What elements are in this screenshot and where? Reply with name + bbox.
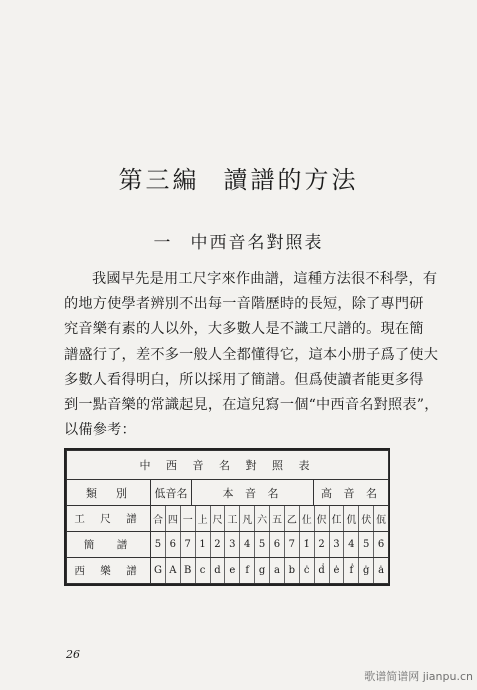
table-cell: 1̇ bbox=[300, 532, 315, 557]
table-cell: f bbox=[240, 558, 255, 583]
row-cells bbox=[151, 532, 389, 558]
header-low: 低音名 bbox=[151, 480, 192, 506]
table-cell: 上 bbox=[196, 506, 211, 531]
table-cell: 2 bbox=[211, 532, 226, 557]
table-row bbox=[67, 532, 389, 558]
paragraph-line: 以備參考： bbox=[64, 422, 136, 439]
table-cell: 凡 bbox=[240, 506, 255, 531]
table-cell: a bbox=[270, 558, 285, 583]
table-cell: 6 bbox=[166, 532, 181, 557]
table-cell: 4 bbox=[240, 532, 255, 557]
table-row bbox=[67, 558, 389, 584]
chapter-name: 讀譜的方法 bbox=[223, 166, 359, 194]
table-cell: ḟ bbox=[344, 558, 359, 583]
table-cell: 5̇ bbox=[359, 532, 374, 557]
row-cells bbox=[151, 558, 389, 584]
table-cell: ḋ bbox=[315, 558, 330, 583]
table-cell: 佤 bbox=[376, 515, 387, 527]
header-high: 高 音 名 bbox=[314, 480, 389, 506]
table-cell: d bbox=[211, 558, 226, 583]
table-cell: 3 bbox=[225, 532, 240, 557]
table-cell: G bbox=[151, 558, 166, 583]
chapter-number: 第三編 bbox=[118, 166, 200, 194]
row-cells bbox=[151, 506, 389, 532]
table-cell: 7 bbox=[285, 532, 300, 557]
paragraph-line: 多數人看得明白，所以採用了簡譜。但爲使讀者能更多得 bbox=[64, 371, 424, 388]
table-cell: 3̇ bbox=[330, 532, 345, 557]
note-name-table bbox=[64, 448, 390, 586]
section-title bbox=[0, 228, 477, 253]
row-label: 簡 譜 bbox=[67, 532, 151, 558]
table-cell: 仜 bbox=[330, 506, 345, 531]
table-row bbox=[67, 506, 389, 532]
table-cell: 仩 bbox=[300, 506, 315, 531]
paragraph-line: 譜盛行了，差不多一般人全都懂得它，這本小册子爲了使大 bbox=[64, 346, 439, 363]
chapter-title bbox=[0, 160, 477, 195]
header-category: 類 別 bbox=[67, 480, 151, 506]
comparison-table bbox=[66, 450, 389, 584]
table-cell: 6 bbox=[270, 532, 285, 557]
table-cell: e bbox=[225, 558, 240, 583]
table-cell: 一 bbox=[181, 506, 196, 531]
table-cell: 工 bbox=[225, 506, 240, 531]
table-cell: 5 bbox=[255, 532, 270, 557]
row-label: 西 樂 譜 bbox=[67, 558, 151, 584]
paragraph-line: 究音樂有素的人以外，大多數人是不識工尺譜的。現在簡 bbox=[64, 321, 424, 338]
table-cell: 伏 bbox=[359, 506, 374, 531]
table-cell: B bbox=[181, 558, 196, 583]
table-cell: ȧ bbox=[378, 565, 385, 576]
body-paragraph bbox=[64, 267, 446, 443]
table-cell: 6̇ bbox=[377, 539, 385, 551]
table-cell: c bbox=[196, 558, 211, 583]
table-cell: A bbox=[166, 558, 181, 583]
table-cell: 乙 bbox=[285, 506, 300, 531]
paragraph-line: 到一點音樂的常識起見，在這兒寫一個“中西音名對照表”， bbox=[64, 396, 439, 413]
row-label: 工 尺 譜 bbox=[67, 506, 151, 532]
table-cell: 尺 bbox=[211, 506, 226, 531]
table-cell: 7 bbox=[181, 532, 196, 557]
page-number: 26 bbox=[66, 648, 80, 661]
header-mid: 本 音 名 bbox=[192, 480, 314, 506]
table-cell: ġ bbox=[359, 558, 374, 583]
table-cell: ċ bbox=[300, 558, 315, 583]
table-cell: ė bbox=[330, 558, 345, 583]
paragraph-line: 的地方使學者辨別不出每一音階歷時的長短，除了專門研 bbox=[64, 296, 424, 313]
section-name: 中西音名對照表 bbox=[190, 233, 324, 253]
table-cell: 四 bbox=[166, 506, 181, 531]
table-cell: 4̇ bbox=[344, 532, 359, 557]
table-cell: 伬 bbox=[315, 506, 330, 531]
table-cell: b bbox=[285, 558, 300, 583]
table-cell: 合 bbox=[151, 506, 166, 531]
table-cell: 五 bbox=[270, 506, 285, 531]
table-cell: 5 bbox=[151, 532, 166, 557]
paragraph-line: 我國早先是用工尺字來作曲譜，這種方法很不科學，有 bbox=[92, 271, 438, 287]
table-cell: g bbox=[255, 558, 270, 583]
watermark: 歌谱简谱网 jianpu.cn bbox=[364, 670, 473, 683]
table-cell: 1 bbox=[196, 532, 211, 557]
table-cell: 2̇ bbox=[315, 532, 330, 557]
table-cell: 仉 bbox=[344, 506, 359, 531]
section-number: 一 bbox=[153, 233, 173, 253]
table-cell: 六 bbox=[255, 506, 270, 531]
table-title: 中 西 音 名 對 照 表 bbox=[67, 451, 389, 480]
